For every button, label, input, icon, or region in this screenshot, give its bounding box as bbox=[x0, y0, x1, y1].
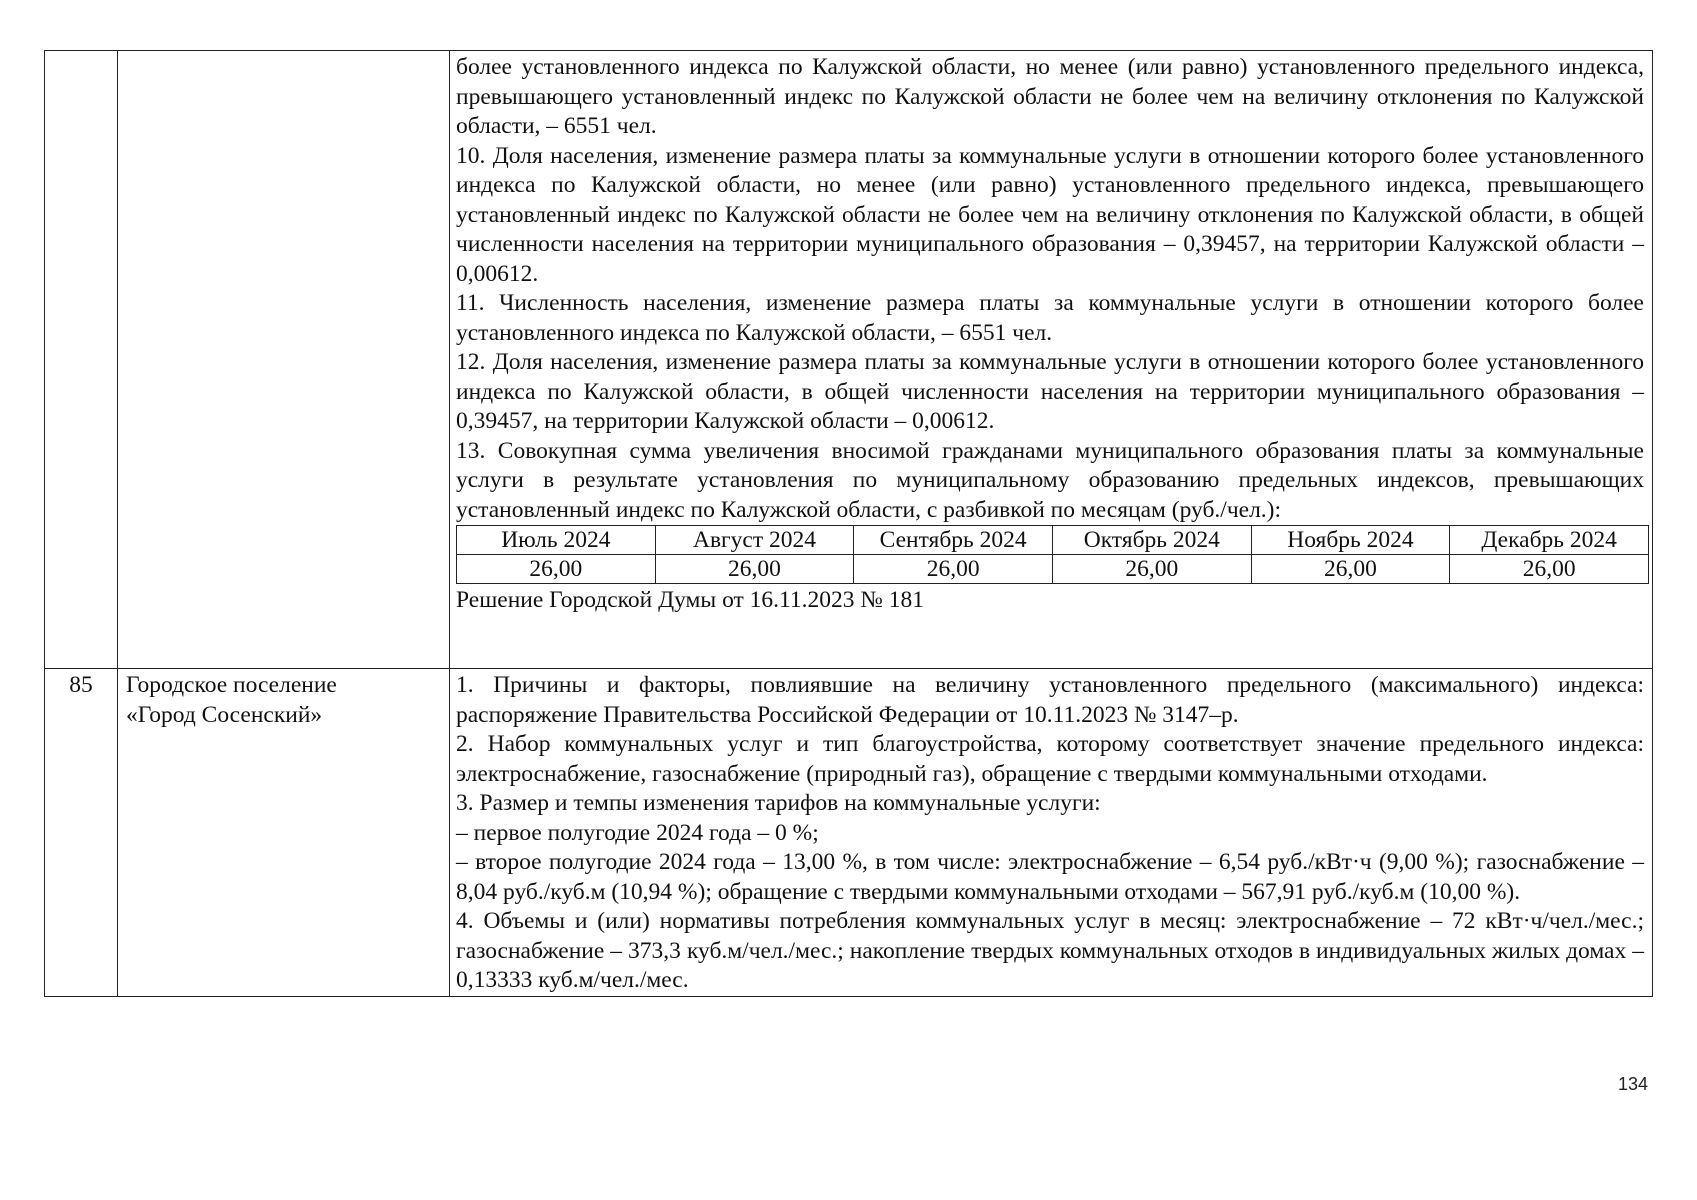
paragraph-3-item-2: – второе полугодие 2024 года – 13,00 %, в том числе: электроснабжение – 6,54 руб./кВт·ч (9,00 %); газоснабжение – 8,04 руб./куб.м (10,94 %); обращение с твердыми коммунальными отходами – 567,91 руб./куб.м (10,00 %). bbox=[456, 849, 1644, 905]
month-value: 26,00 bbox=[854, 555, 1053, 584]
month-value: 26,00 bbox=[655, 555, 854, 584]
description-cell bbox=[450, 51, 1653, 669]
paragraph-3: 3. Размер и темпы изменения тарифов на коммунальные услуги: bbox=[456, 790, 1101, 816]
paragraph-4: 4. Объемы и (или) нормативы потребления коммунальных услуг в месяц: электроснабжение – 72 кВт·ч/чел./мес.; газоснабжение – 373,3 куб.м/чел./мес.; накопление твердых коммунальных отходов в индивидуальных жилых домах – 0,13333 куб.м/чел./мес. bbox=[456, 908, 1644, 993]
paragraph-continuation: более установленного индекса по Калужской области, но менее (или равно) установленного предельного индекса, превышающего установленный индекс по Калужской области не более чем на величину отклонения по Калужской области, – 6551 чел. bbox=[456, 54, 1644, 139]
monthly-payment-table bbox=[456, 525, 1649, 584]
month-header: Ноябрь 2024 bbox=[1251, 526, 1450, 555]
table-row-85 bbox=[45, 669, 1653, 997]
table-row-continuation bbox=[45, 51, 1653, 669]
paragraph-1: 1. Причины и факторы, повлиявшие на величину установленного предельного (максимального) индекса: распоряжение Правительства Российской Федерации от 10.11.2023 № 3147–р. bbox=[456, 672, 1644, 728]
monthly-table-header-row bbox=[457, 526, 1649, 555]
monthly-table-value-row bbox=[457, 555, 1649, 584]
municipality-name: «Город Сосенский» bbox=[126, 701, 323, 728]
paragraph-13: 13. Совокупная сумма увеличения вносимой гражданами муниципального образования платы за коммунальные услуги в результате установления по муниципальному образованию предельных индексов, превышающих установленный индекс по Калужской области, с разбивкой по месяцам (руб./чел.): bbox=[456, 437, 1644, 523]
paragraph-2: 2. Набор коммунальных услуг и тип благоустройства, которому соответствует значение предельного индекса: электроснабжение, газоснабжение (природный газ), обращение с твердыми коммунальными отходами. bbox=[456, 731, 1644, 787]
month-value: 26,00 bbox=[1251, 555, 1450, 584]
description-cell bbox=[450, 669, 1653, 997]
decision-reference: Решение Городской Думы от 16.11.2023 № 181 bbox=[456, 587, 924, 613]
municipality-name-cell bbox=[118, 51, 450, 669]
municipality-type: Городское поселение bbox=[126, 672, 337, 698]
month-header: Декабрь 2024 bbox=[1450, 526, 1649, 555]
row-number-cell bbox=[45, 51, 118, 669]
municipality-name-cell bbox=[118, 669, 450, 997]
paragraph-10: 10. Доля населения, изменение размера платы за коммунальные услуги в отношении которого более установленного индекса по Калужской области, но менее (или равно) установленного предельного индекса, превышающего установленный индекс по Калужской области не более чем на величину отклонения по Калужской области, в общей численности населения на территории муниципального образования – 0,39457, на территории Калужской области – 0,00612. bbox=[456, 142, 1644, 287]
month-header: Июль 2024 bbox=[457, 526, 656, 555]
month-value: 26,00 bbox=[457, 555, 656, 584]
paragraph-11: 11. Численность населения, изменение размера платы за коммунальные услуги в отношении которого более установленного индекса по Калужской области, – 6551 чел. bbox=[456, 290, 1644, 346]
page-number: 134 bbox=[1618, 1074, 1649, 1094]
month-header: Август 2024 bbox=[655, 526, 854, 555]
paragraph-12: 12. Доля населения, изменение размера платы за коммунальные услуги в отношении которого более установленного индекса по Калужской области, в общей численности населения на территории муниципального образования – 0,39457, на территории Калужской области – 0,00612. bbox=[456, 349, 1644, 434]
paragraph-3-item-1: – первое полугодие 2024 года – 0 %; bbox=[456, 819, 819, 846]
month-header: Октябрь 2024 bbox=[1052, 526, 1251, 555]
month-header: Сентябрь 2024 bbox=[854, 526, 1053, 555]
row-number: 85 bbox=[45, 669, 118, 997]
month-value: 26,00 bbox=[1450, 555, 1649, 584]
month-value: 26,00 bbox=[1052, 555, 1251, 584]
document-table bbox=[44, 50, 1653, 997]
